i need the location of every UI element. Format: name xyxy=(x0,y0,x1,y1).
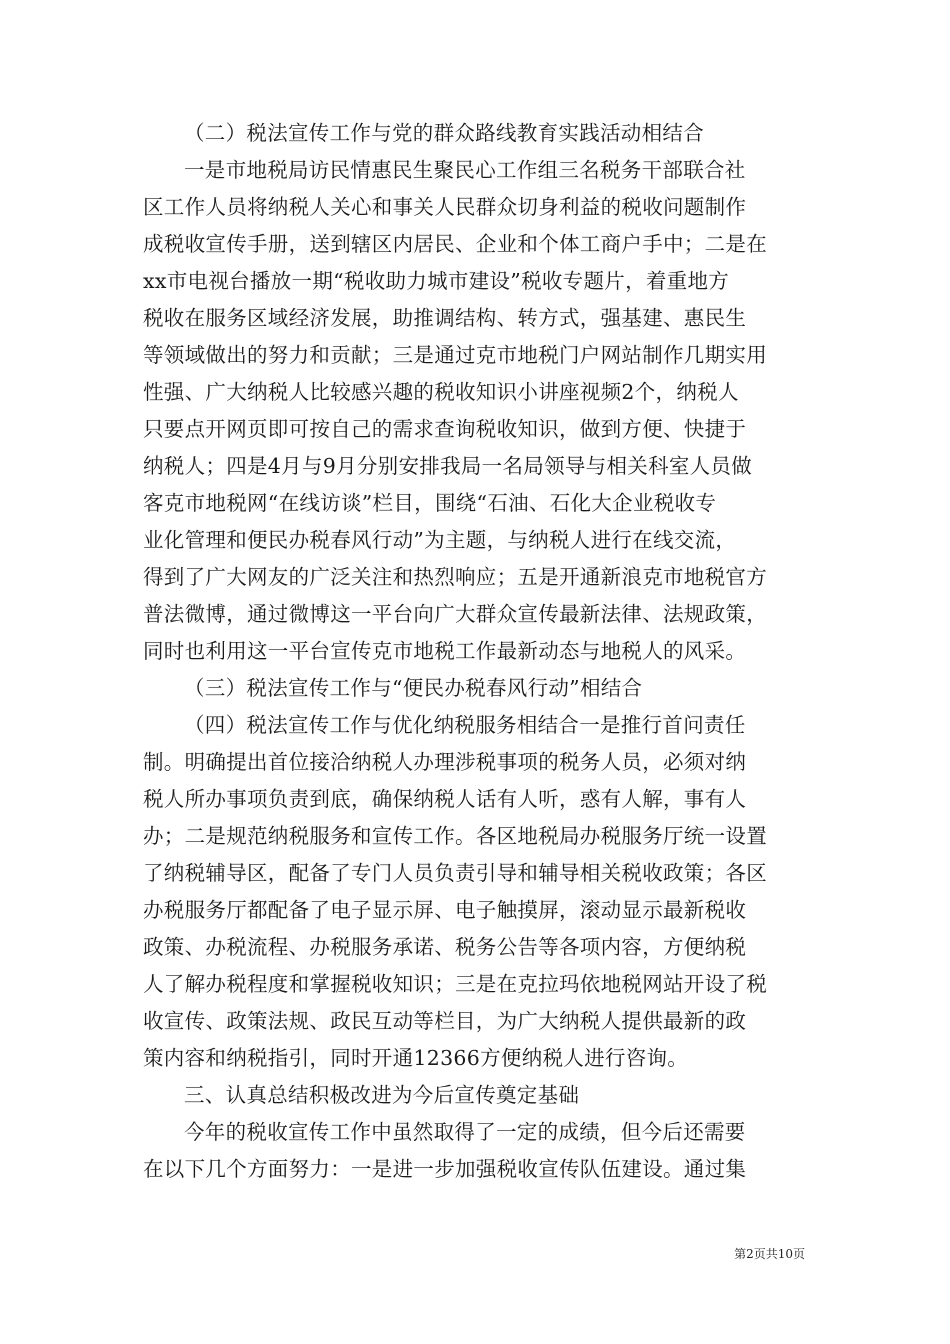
body-paragraph: 一是市地税局访民情惠民生聚民心工作组三名税务干部联合社 区工作人员将纳税人关心和事关人民群众切身利益的税收问题制作 成税收宣传手册，送到辖区内居民、企业和个体工商户手中；二是在 xx市电视台播放一期“税收助力城市建设”税收专题片，着重地方 税收在服务区域经济发展，助推调结构、转方式，强基建、惠民生 等领域做出的努力和贡献；三是通过克市地税门户网站制作几期实用 性强、广大纳税人比较感兴趣的税收知识小讲座视频2个，纳税人 只要点开网页即可按自己的需求查询税收知识，做到方便、快捷于 纳税人；四是4月与9月分别安排我局一名局领导与相关科室人员做 客克市地税网“在线访谈”栏目，围绕“石油、石化大企业税收专 业化管理和便民办税春风行动”为主题，与纳税人进行在线交流， 得到了广大网友的广泛关注和热烈响应；五是开通新浪克市地税官方 普法微博，通过微博这一平台向广大群众宣传最新法律、法规政策， 同时也利用这一平台宣传克市地税工作最新动态与地税人的风采。 xyxy=(143,158,767,663)
body-paragraph: （四）税法宣传工作与优化纳税服务相结合一是推行首问责任 制。明确提出首位接洽纳税人办理涉税事项的税务人员，必须对纳 税人所办事项负责到底，确保纳税人话有人听，惑有人解，事有人 办；二是规范纳税服务和宣传工作。各区地税局办税服务厅统一设置 了纳税辅导区，配备了专门人员负责引导和辅导相关税收政策；各区 办税服务厅都配备了电子显示屏、电子触摸屏，滚动显示最新税收 政策、办税流程、办税服务承诺、税务公告等各项内容，方便纳税 人了解办税程度和掌握税收知识；三是在克拉玛依地税网站开设了税 收宣传、政策法规、政民互动等栏目，为广大纳税人提供最新的政 策内容和纳税指引，同时开通12366方便纳税人进行咨询。 xyxy=(143,713,767,1070)
section-heading-3: （三）税法宣传工作与“便民办税春风行动”相结合 xyxy=(184,676,643,700)
document-body xyxy=(143,115,815,1188)
section-heading-three: 三、认真总结积极改进为今后宣传奠定基础 xyxy=(184,1083,580,1107)
section-heading-2: （二）税法宣传工作与党的群众路线教育实践活动相结合 xyxy=(184,121,704,145)
page-number: 第2页共10页 xyxy=(734,1247,805,1261)
body-paragraph: 今年的税收宣传工作中虽然取得了一定的成绩，但今后还需要 在以下几个方面努力：一是进一步加强税收宣传队伍建设。通过集 xyxy=(143,1120,747,1181)
